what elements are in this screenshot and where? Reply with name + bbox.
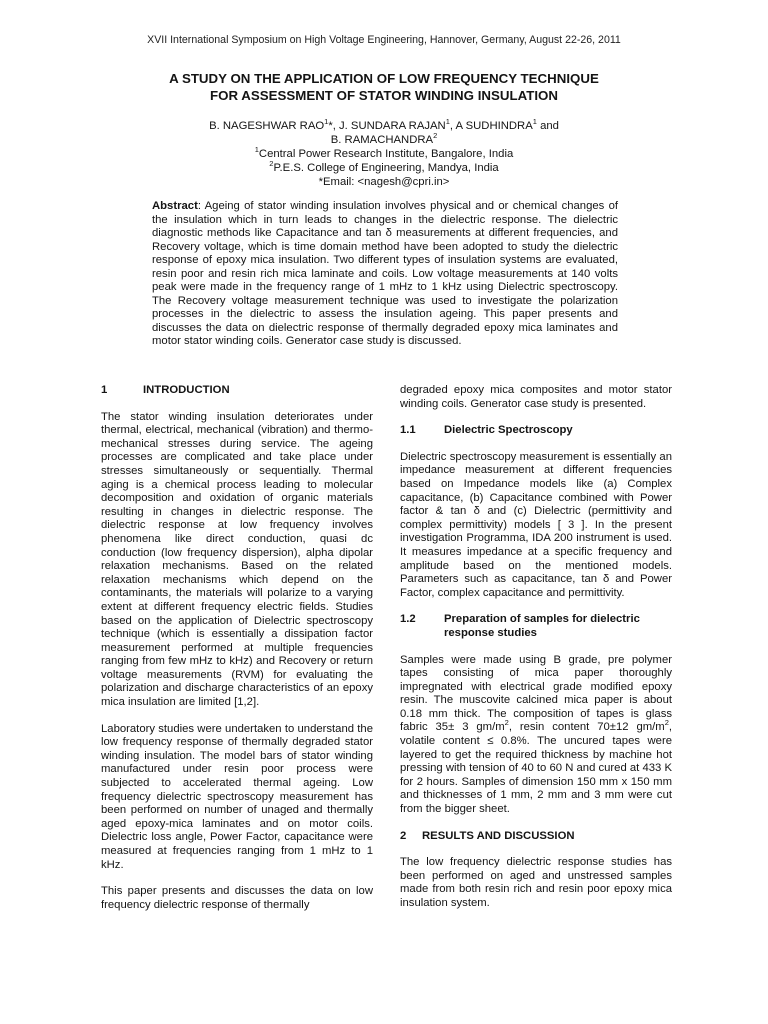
- author-affiliation-mark: 2: [433, 131, 438, 141]
- affiliation-2: [100, 161, 668, 175]
- intro-paragraph-3: This paper presents and discusses the data on low frequency dielectric response of thermally: [101, 885, 373, 911]
- section-heading-dielectric-spectroscopy: [400, 424, 672, 438]
- section-heading-sample-preparation: [400, 613, 672, 640]
- intro-paragraph-continued: degraded epoxy mica composites and motor stator winding coils. Generator case study is presented.: [400, 384, 672, 410]
- section-heading-introduction: [101, 384, 373, 398]
- author-email: *Email: <nagesh@cpri.in>: [318, 176, 450, 188]
- spectroscopy-paragraph: Dielectric spectroscopy measurement is essentially an impedance measurement at different frequencies based on Impedance models like (a) Complex capacitance, (b) Capacitance combined with Power factor & tan δ and (c) Dielectric (permittivity and complex permittivity) models [ 3 ]. In the present investigation Programma, IDA 200 instrument is used. It measures impedance at a specific frequency and amplitude based on the mentioned models. Parameters such as capacitance, tan δ and Power Factor, complex capacitance and permittivity.: [400, 450, 672, 599]
- author-separator: and: [536, 120, 559, 132]
- paper-title: [60, 70, 708, 104]
- title-line-1: A STUDY ON THE APPLICATION OF LOW FREQUENCY TECHNIQUE: [169, 71, 599, 86]
- section-number: 1.1: [400, 424, 416, 437]
- corresponding-mark: *,: [328, 120, 339, 132]
- left-column: [101, 384, 373, 925]
- text-run: , resin content 70±12 gm/m: [508, 721, 665, 734]
- author-name: B. RAMACHANDRA: [330, 134, 434, 146]
- affiliation-mark: 1: [254, 145, 259, 155]
- results-paragraph: The low frequency dielectric response studies has been performed on aged and unstressed samples made from both resin rich and resin poor epoxy mica insulation system.: [400, 856, 672, 909]
- affiliation-mark: 2: [269, 159, 274, 169]
- conference-header: XVII International Symposium on High Voltage Engineering, Hannover, Germany, August 22-26, 2011: [147, 34, 621, 46]
- abstract-label: Abstract: [152, 200, 198, 212]
- text-run: , volatile content ≤ 0.8%. The uncured tapes were layered to get the required thickness by machine hot pressing with tension of 40 to 60 N and cured at 433 K for 2 hours. Samples of dimension 150 mm x 150 mm and thicknesses of 1 mm, 2 mm and 3 mm were cut from the bigger sheet.: [400, 721, 672, 816]
- author-line-1: [100, 119, 668, 133]
- section-title: Dielectric Spectroscopy: [444, 424, 573, 437]
- intro-paragraph-2: Laboratory studies were undertaken to understand the low frequency response of thermally degraded stator winding insulation. The model bars of stator winding manufactured under resin poor process were subjected to accelerated thermal ageing. Low frequency dielectric spectroscopy measurement has been performed on number of unaged and thermally aged epoxy-mica laminates and on motor coils. Dielectric loss angle, Power Factor, capacitance were measured at frequencies ranging from 1 mHz to 1 kHz.: [101, 722, 373, 871]
- section-heading-results: [400, 830, 672, 844]
- author-line-2: [100, 133, 668, 147]
- affiliation-text: P.E.S. College of Engineering, Mandya, India: [273, 162, 499, 174]
- section-number: 1.2: [400, 613, 416, 626]
- abstract: [152, 200, 618, 349]
- section-title: INTRODUCTION: [143, 384, 230, 396]
- abstract-text: : Ageing of stator winding insulation involves physical and or chemical changes of the insulation which in turn leads to changes in the dielectric response. The dielectric diagnostic methods like Capacitance and tan δ measurements at different frequencies, and Recovery voltage, which is time domain method have been adopted to study the dielectric response of epoxy mica insulation. Two different types of insulation systems are evaluated, resin poor and resin rich mica laminate and coils. Low voltage measurements at 140 volts peak were made in the frequency range of 1 mHz to 1 kHz using Dielectric spectroscopy. The Recovery voltage measurement technique was used to investigate the polarization processes in the dielectric to assess the insulation ageing. This paper presents and discusses the data on dielectric response of thermally degraded epoxy mica laminates and motor stator winding coils. Generator case study is discussed.: [152, 200, 618, 347]
- section-title: Preparation of samples for dielectric response studies: [444, 613, 640, 639]
- author-name: B. NAGESHWAR RAO: [209, 120, 325, 132]
- author-affiliation-mark: 1: [532, 117, 537, 127]
- author-block: [100, 119, 668, 189]
- section-title: RESULTS AND DISCUSSION: [422, 829, 575, 842]
- author-name: J. SUNDARA RAJAN: [339, 120, 446, 132]
- author-affiliation-mark: 1: [445, 117, 450, 127]
- section-number: 2: [400, 829, 407, 842]
- affiliation-1: [100, 147, 668, 161]
- text-run: Samples were made using B grade, pre polymer tapes consisting of mica paper thoroughly impregnated with electrical grade modified epoxy resin. The muscovite calcined mica paper is about 0.18 mm thick. The composition of tapes is glass fabric 35± 3 gm/m: [400, 653, 672, 734]
- author-name: A SUDHINDRA: [455, 120, 533, 132]
- right-column: [400, 384, 672, 924]
- title-line-2: FOR ASSESSMENT OF STATOR WINDING INSULATION: [210, 88, 558, 103]
- intro-paragraph-1: The stator winding insulation deteriorates under thermal, electrical, mechanical (vibration) and thermo-mechanical stresses during service. The ageing processes are complicated and take place under stresses simultaneously or sequentially. Thermal aging is a chemical process leading to molecular decomposition and oxidation of organic materials resulting in changes in dielectric response. The dielectric response at low frequency involves phenomena like direct conduction, quasi dc conduction (low frequency dispersion), alpha dipolar relaxation mechanisms. Based on the related relaxation mechanisms which depend on the contaminants, the materials will polarize to a varying extent at different frequency electric fields. Studies based on the application of Dielectric spectroscopy technique (which is essentially a dissipation factor measurement performed at multiple frequencies ranging from few mHz to kHz) and Recovery or return voltage measurements (RVM) for evaluating the polarization and discharge characteristics of an epoxy mica insulation are limited [1,2].: [101, 410, 373, 709]
- superscript: 2: [504, 718, 509, 728]
- section-number: 1: [101, 384, 108, 396]
- sample-preparation-paragraph: [400, 654, 672, 817]
- affiliation-text: Central Power Research Institute, Bangalore, India: [258, 148, 514, 160]
- author-separator: ,: [449, 120, 456, 132]
- superscript: 2: [664, 718, 669, 728]
- author-affiliation-mark: 1: [324, 117, 329, 127]
